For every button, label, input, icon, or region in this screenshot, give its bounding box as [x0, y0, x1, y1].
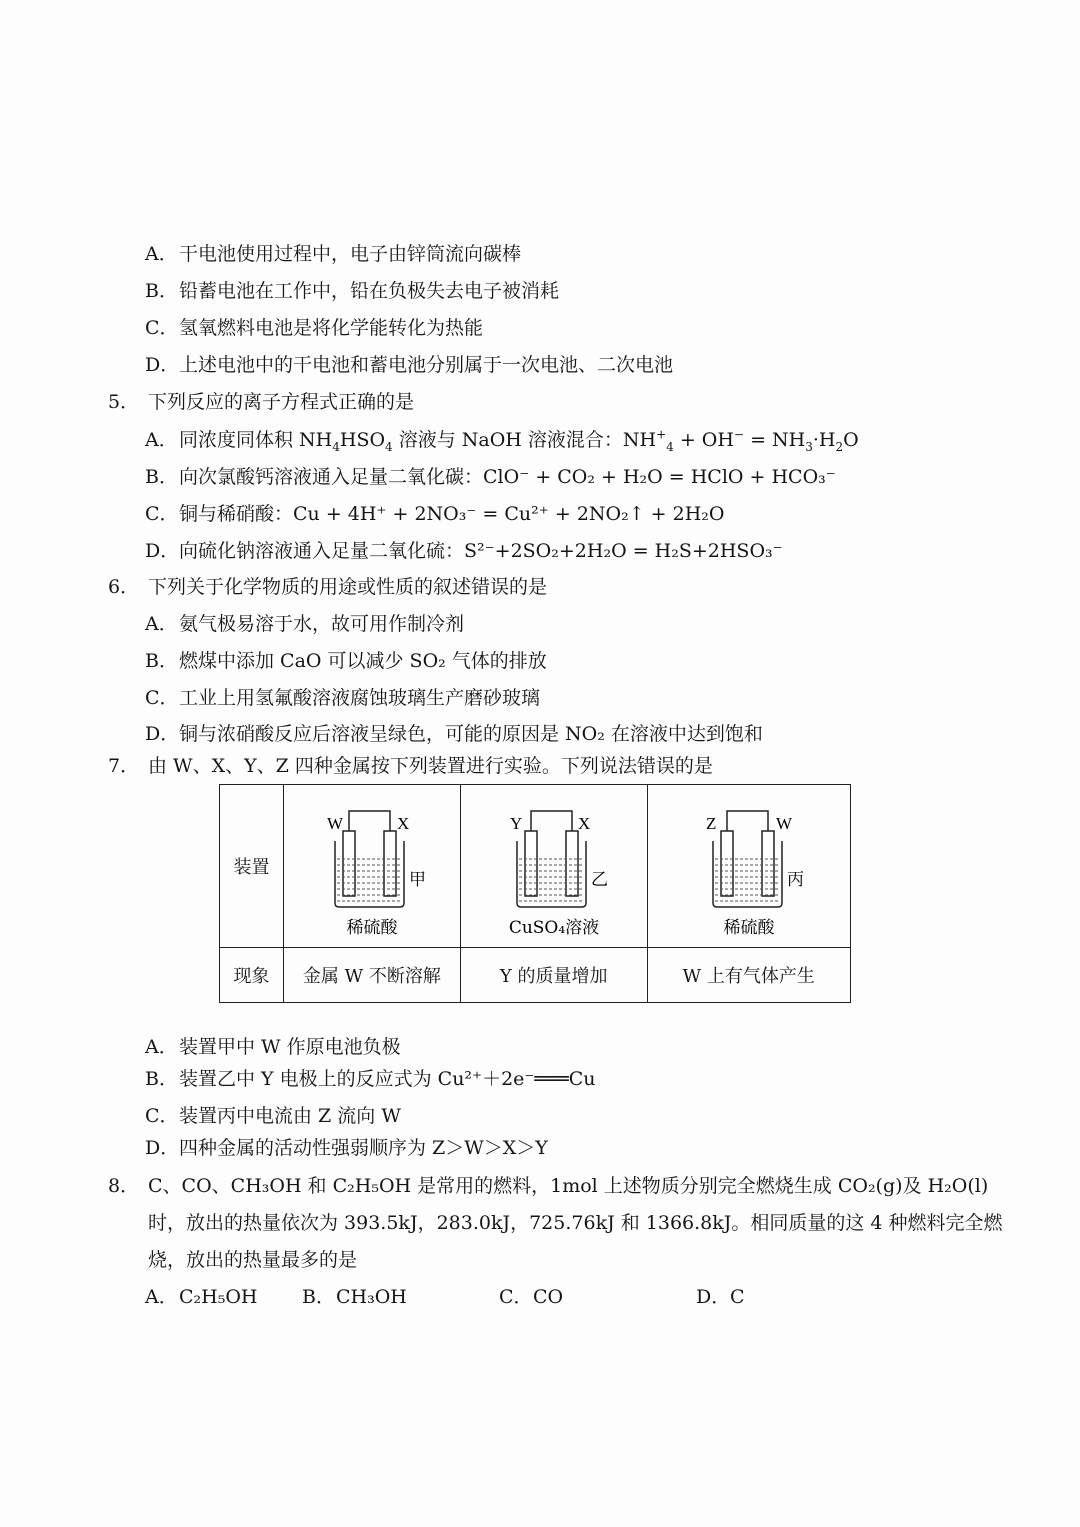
q7-option-a: A．装置甲中 W 作原电池负极	[145, 1036, 401, 1058]
electrode-left	[343, 831, 355, 896]
q8-number: 8．	[108, 1175, 140, 1197]
wire	[349, 811, 390, 831]
q6-option-b: B．燃煤中添加 CaO 可以减少 SO₂ 气体的排放	[145, 650, 547, 672]
solution-label: 稀硫酸	[346, 917, 398, 938]
q7-option-b: B．装置乙中 Y 电极上的反应式为 Cu²⁺＋2e⁻═══Cu	[145, 1068, 596, 1090]
wire	[531, 811, 572, 831]
solution-label: CuSO₄溶液	[508, 917, 599, 938]
electrode-label-left: W	[326, 813, 343, 833]
phenomenon-jia: 金属 W 不断溶解	[284, 947, 461, 1002]
q4-option-b: B．铅蓄电池在工作中，铅在负极失去电子被消耗	[145, 280, 560, 302]
q6-option-a: A．氨气极易溶于水，故可用作制冷剂	[145, 613, 465, 635]
q8-option-a: A．C₂H₅OH	[145, 1286, 258, 1308]
apparatus-row	[220, 785, 851, 948]
q6-option-d: D．铜与浓硝酸反应后溶液呈绿色，可能的原因是 NO₂ 在溶液中达到饱和	[145, 723, 763, 745]
electrode-label-right: W	[775, 813, 792, 833]
q8-line-1: C、CO、CH₃OH 和 C₂H₅OH 是常用的燃料，1mol 上述物质分别完全燃烧生成 CO₂(g)及 H₂O(l)	[148, 1175, 989, 1197]
q6-option-c: C．工业上用氢氟酸溶液腐蚀玻璃生产磨砂玻璃	[145, 687, 541, 709]
q5-stem: 下列反应的离子方程式正确的是	[148, 391, 415, 413]
q8-line-2: 时，放出的热量依次为 393.5kJ，283.0kJ，725.76kJ 和 1366.8kJ。相同质量的这 4 种燃料完全燃	[148, 1212, 1003, 1234]
device-name: 乙	[590, 869, 608, 890]
electrode-label-left: Z	[705, 813, 717, 833]
q7-number: 7．	[108, 755, 140, 777]
device-name: 丙	[786, 869, 804, 890]
q5-option-b: B．向次氯酸钙溶液通入足量二氧化碳：ClO⁻ + CO₂ + H₂O = HClO + HCO₃⁻	[145, 466, 836, 488]
q7-option-d: D．四种金属的活动性强弱顺序为 Z＞W＞X＞Y	[145, 1137, 548, 1159]
device-yi	[460, 785, 647, 948]
q5-option-c: C．铜与稀硝酸：Cu + 4H⁺ + 2NO₃⁻ = Cu²⁺ + 2NO₂↑ + 2H₂O	[145, 503, 725, 525]
q7-option-c: C．装置丙中电流由 Z 流向 W	[145, 1105, 401, 1127]
q4-option-c: C．氢氧燃料电池是将化学能转化为热能	[145, 317, 484, 339]
phenomenon-row	[220, 947, 851, 1002]
electrode-right	[384, 831, 396, 896]
electrode-label-right: X	[396, 813, 410, 833]
electrode-label-right: X	[577, 813, 590, 833]
device-jia	[284, 785, 461, 948]
electrode-left	[525, 831, 537, 896]
q6-number: 6．	[108, 576, 140, 598]
beaker-diagram-jia	[287, 791, 457, 941]
apparatus-header: 装置	[220, 785, 284, 948]
electrode-label-left: Y	[509, 813, 522, 833]
experiment-table	[219, 784, 851, 1003]
electrode-right	[762, 831, 774, 896]
q5-option-a: A．同浓度同体积 $NH_4HSO_4$ 溶液与 NaOH 溶液混合：$NH^+_4 + OH^- = NH_3\cdot H_2O$	[145, 427, 859, 454]
q8-line-3: 烧，放出的热量最多的是	[148, 1249, 358, 1271]
beaker-diagram-yi	[464, 791, 644, 941]
wire	[727, 811, 768, 831]
beaker-diagram-bing	[654, 791, 844, 941]
q4-option-a: A．干电池使用过程中，电子由锌筒流向碳棒	[145, 243, 522, 265]
q5-option-d: D．向硫化钠溶液通入足量二氧化硫：S²⁻+2SO₂+2H₂O = H₂S+2HSO₃⁻	[145, 540, 783, 562]
phenomenon-bing: W 上有气体产生	[647, 947, 850, 1002]
q5-number: 5．	[108, 391, 140, 413]
q8-option-c: C．CO	[499, 1286, 564, 1308]
q4-option-d: D．上述电池中的干电池和蓄电池分别属于一次电池、二次电池	[145, 354, 674, 376]
device-name: 甲	[408, 869, 426, 890]
electrode-right	[566, 831, 578, 896]
q6-stem: 下列关于化学物质的用途或性质的叙述错误的是	[148, 576, 548, 598]
q7-stem: 由 W、X、Y、Z 四种金属按下列装置进行实验。下列说法错误的是	[148, 755, 713, 777]
phenomenon-yi: Y 的质量增加	[460, 947, 647, 1002]
q8-option-d: D．C	[696, 1286, 745, 1308]
device-bing	[647, 785, 850, 948]
phenomenon-header: 现象	[220, 947, 284, 1002]
electrode-left	[721, 831, 733, 896]
solution-label: 稀硫酸	[723, 917, 775, 938]
q8-option-b: B．CH₃OH	[302, 1286, 407, 1308]
